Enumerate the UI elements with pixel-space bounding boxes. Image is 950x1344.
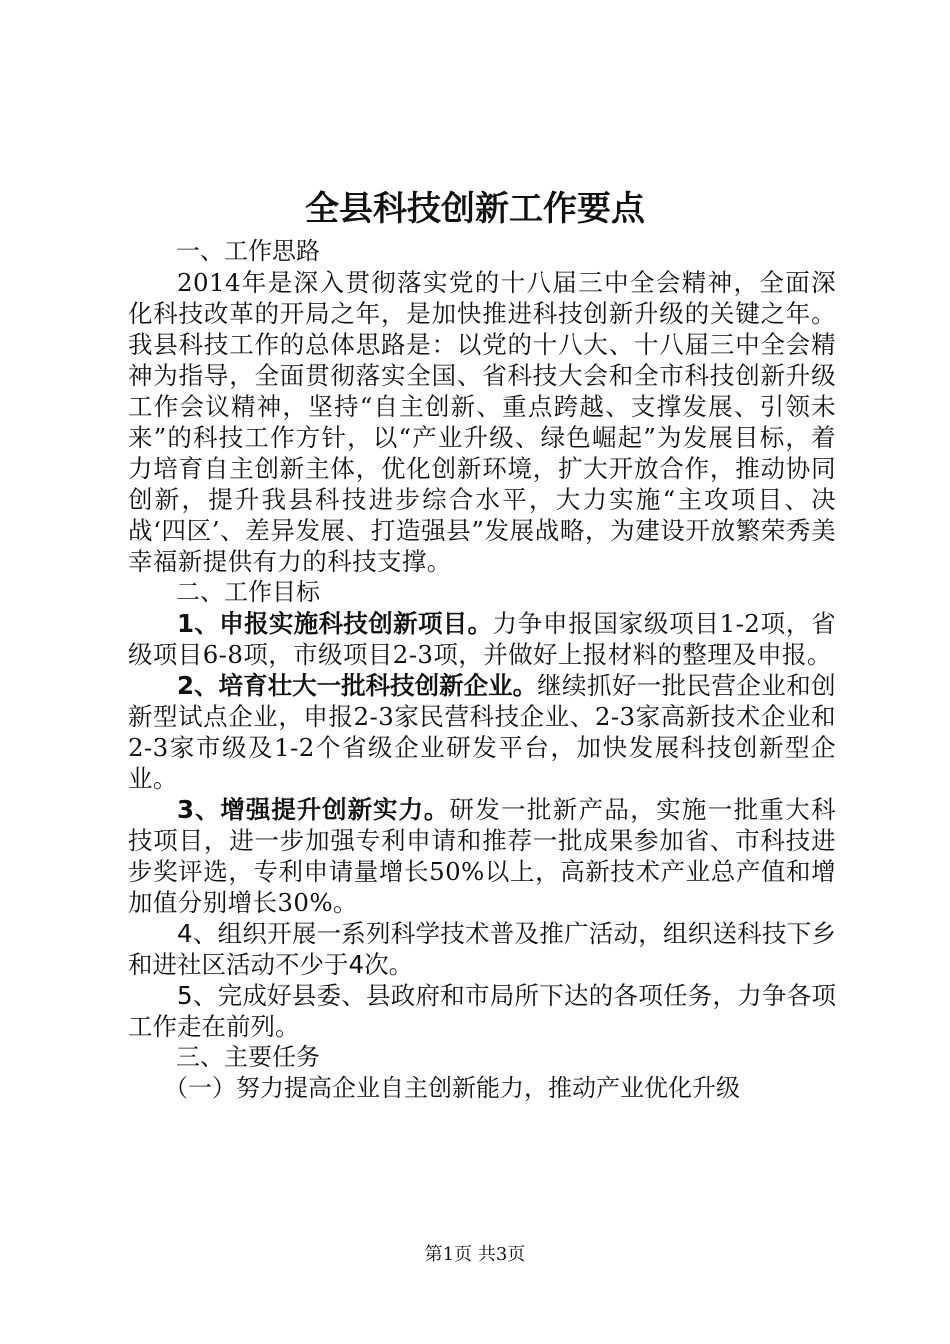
subsection-heading-task-1: （一）努力提高企业自主创新能力，推动产业优化升级 <box>164 1074 740 1102</box>
goal-3-text: 研发一批新产品，实施一批重大科技项目，进一步加强专利申请和推荐一批成果参加省、市科技进步奖评选，专利申请量增长50%以上，高新技术产业总产值和增加值分别增长30%。 <box>128 795 837 917</box>
paragraph-goal-2 <box>128 670 836 794</box>
paragraph-goal-3 <box>128 794 836 918</box>
goal-1-text: 力争申报国家级项目1-2项，省级项目6-8项，市级项目2-3项，并做好上报材料的整理及申报。 <box>128 609 837 669</box>
page-number-footer: 第1页 共3页 <box>424 1244 526 1265</box>
goal-2-text: 继续抓好一批民营企业和创新型试点企业，申报2-3家民营科技企业、2-3家高新技术企业和2-3家市级及1-2个省级企业研发平台，加快发展科技创新型企业。 <box>128 671 836 793</box>
paragraph-goal-4: 4、组织开展一系列科学技术普及推广活动，组织送科技下乡和进社区活动不少于4次。 <box>128 919 836 979</box>
document-title: 全县科技创新工作要点 <box>305 189 645 229</box>
paragraph-goal-5: 5、完成好县委、县政府和市局所下达的各项任务，力争各项工作走在前列。 <box>128 981 836 1041</box>
goal-2-lead: 2、培育壮大一批科技创新企业。 <box>177 671 538 700</box>
section-heading-main-tasks: 三、主要任务 <box>176 1043 320 1071</box>
section-heading-work-approach: 一、工作思路 <box>176 237 320 265</box>
paragraph-goal-1 <box>128 608 836 670</box>
section-heading-work-goals: 二、工作目标 <box>176 578 320 606</box>
goal-3-lead: 3、增强提升创新实力。 <box>177 795 450 824</box>
paragraph-work-approach: 2014年是深入贯彻落实党的十八届三中全会精神，全面深化科技改革的开局之年，是加快推进科技创新升级的关键之年。我县科技工作的总体思路是：以党的十八大、十八届三中全会精神为指导，全面贯彻落实全国、省科技大会和全市科技创新升级工作会议精神，坚持“自主创新、重点跨越、支撑发展、引领未来”的科技工作方针，以“产业升级、绿色崛起”为发展目标，着力培育自主创新主体，优化创新环境，扩大开放合作，推动协同创新，提升我县科技进步综合水平，大力实施“主攻项目、决战‘四区’、差异发展、打造强县”发展战略，为建设开放繁荣秀美幸福新提供有力的科技支撑。 <box>128 268 836 576</box>
goal-1-lead: 1、申报实施科技创新项目。 <box>177 609 493 638</box>
document-body <box>128 236 836 1104</box>
